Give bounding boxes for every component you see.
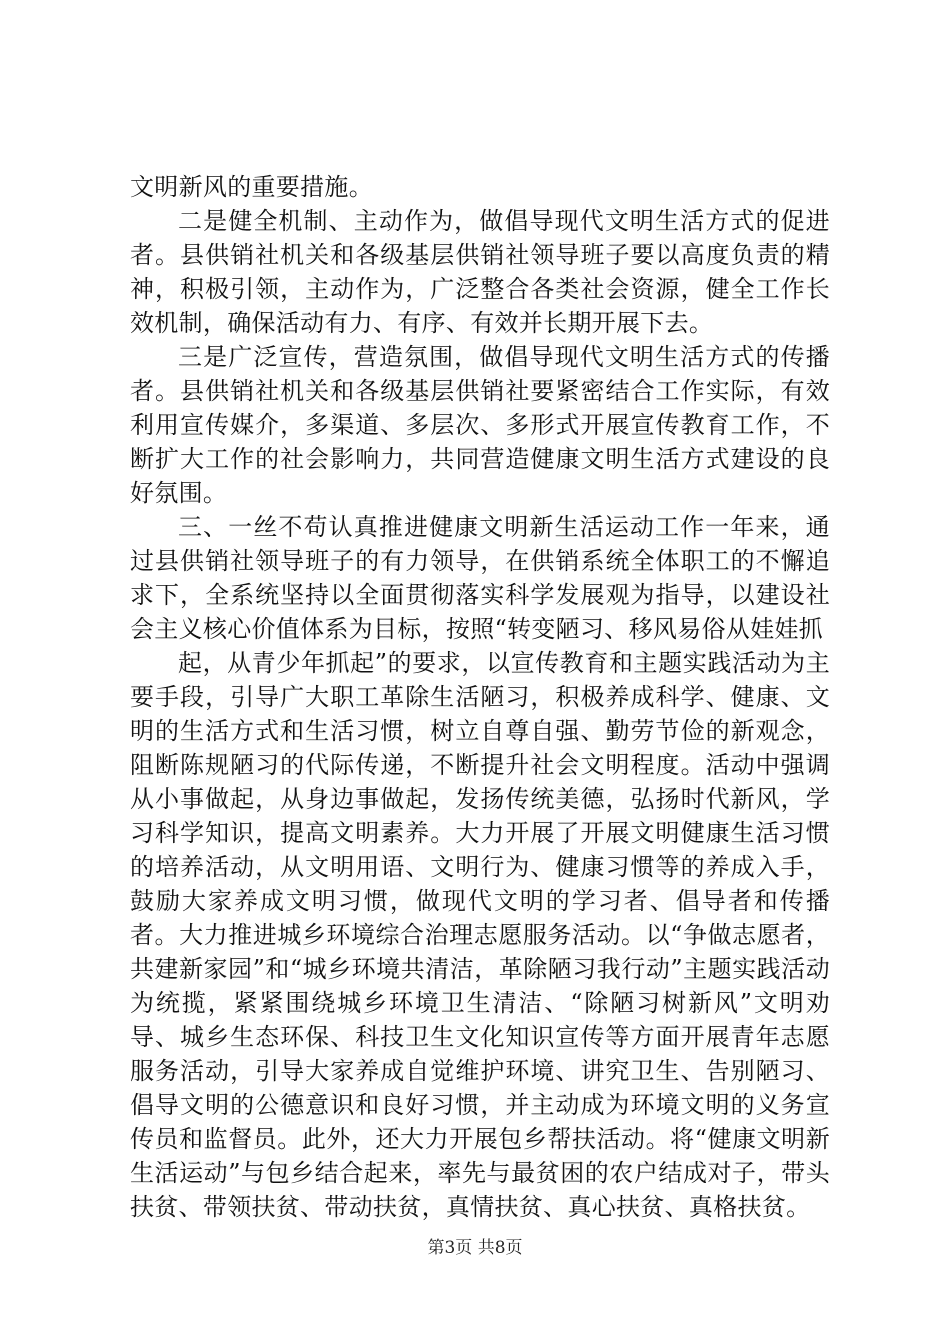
document-body <box>130 170 830 1224</box>
page-number-label: 第3页 共8页 <box>427 1238 523 1258</box>
page-footer <box>0 1236 950 1260</box>
paragraph-4: 三、一丝不苟认真推进健康文明新生活运动工作一年来，通过县供销社领导班子的有力领导，在供销系统全体职工的不懈追求下，全系统坚持以全面贯彻落实科学发展观为指导，以建设社会主义核心价值体系为目标，按照“转变陋习、移风易俗从娃娃抓 <box>130 513 830 643</box>
paragraph-1: 文明新风的重要措施。 <box>130 173 373 201</box>
paragraph-5: 起，从青少年抓起”的要求，以宣传教育和主题实践活动为主要手段，引导广大职工革除生活陋习，积极养成科学、健康、文明的生活方式和生活习惯，树立自尊自强、勤劳节俭的新观念，阻断陈规陋习的代际传递，不断提升社会文明程度。活动中强调从小事做起，从身边事做起，发扬传统美德，弘扬时代新风，学习科学知识，提高文明素养。大力开展了开展文明健康生活习惯的培养活动，从文明用语、文明行为、健康习惯等的养成入手，鼓励大家养成文明习惯，做现代文明的学习者、倡导者和传播者。大力推进城乡环境综合治理志愿服务活动。以“争做志愿者，共建新家园”和“城乡环境共清洁，革除陋习我行动”主题实践活动为统揽，紧紧围绕城乡环境卫生清洁、“除陋习树新风”文明劝导、城乡生态环保、科技卫生文化知识宣传等方面开展青年志愿服务活动，引导大家养成自觉维护环境、讲究卫生、告别陋习、倡导文明的公德意识和良好习惯，并主动成为环境文明的义务宣传员和监督员。此外，还大力开展包乡帮扶活动。将“健康文明新生活运动”与包乡结合起来，率先与最贫困的农户结成对子，带头扶贫、带领扶贫、带动扶贫，真情扶贫、真心扶贫、真格扶贫。 <box>130 649 830 1221</box>
paragraph-2: 二是健全机制、主动作为，做倡导现代文明生活方式的促进者。县供销社机关和各级基层供销社领导班子要以高度负责的精神，积极引领，主动作为，广泛整合各类社会资源，健全工作长效机制，确保活动有力、有序、有效并长期开展下去。 <box>130 207 830 337</box>
paragraph-3: 三是广泛宣传，营造氛围，做倡导现代文明生活方式的传播者。县供销社机关和各级基层供销社要紧密结合工作实际，有效利用宣传媒介，多渠道、多层次、多形式开展宣传教育工作，不断扩大工作的社会影响力，共同营造健康文明生活方式建设的良好氛围。 <box>130 343 830 507</box>
